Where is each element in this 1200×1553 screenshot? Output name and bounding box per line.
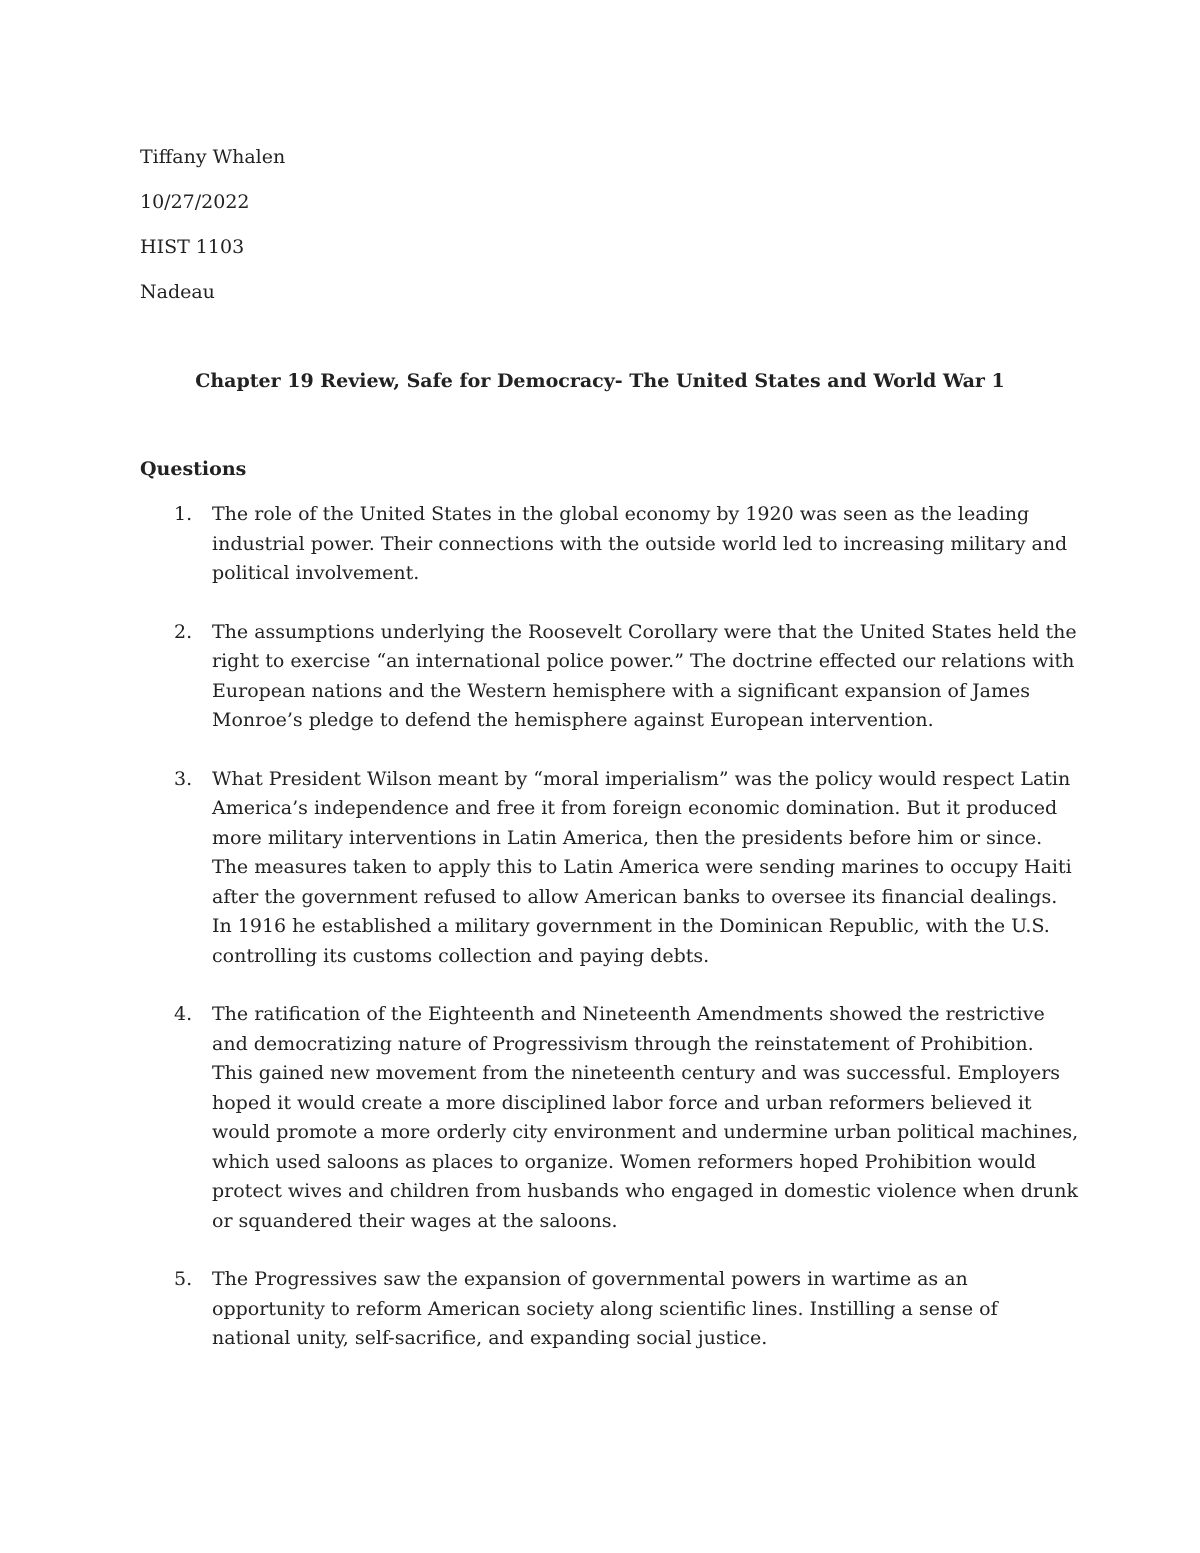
author-name: Tiffany Whalen xyxy=(140,146,286,168)
question-item-5 xyxy=(140,1265,1080,1354)
question-item-3 xyxy=(140,765,1080,972)
question-number: 1. xyxy=(174,503,193,525)
question-number: 5. xyxy=(174,1268,193,1290)
instructor-name: Nadeau xyxy=(140,281,215,303)
header-block xyxy=(140,142,285,322)
question-answer-text: What President Wilson meant by “moral imperialism” was the policy would respect Latin America’s independence and free it from foreign economic domination. But it produced more military interventions in Latin America, then the presidents before him or since. The measures taken to apply this to Latin America were sending marines to occupy Haiti after the government refused to allow American banks to oversee its financial dealings. In 1916 he established a military government in the Dominican Republic, with the U.S. controlling its customs collection and paying debts. xyxy=(212,767,1072,967)
section-heading-questions: Questions xyxy=(140,458,247,480)
question-number: 4. xyxy=(174,1003,193,1025)
course-code: HIST 1103 xyxy=(140,236,245,258)
document-date: 10/27/2022 xyxy=(140,191,250,213)
question-number: 2. xyxy=(174,620,193,643)
question-number: 3. xyxy=(174,767,193,790)
question-item-4 xyxy=(140,1000,1080,1236)
question-item-2 xyxy=(140,618,1080,736)
question-answer-text: The ratification of the Eighteenth and Nineteenth Amendments showed the restrictive and democratizing nature of Progressivism through the reinstatement of Prohibition. This gained new movement from the nineteenth century and was successful. Employers hoped it would create a more disciplined labor force and urban reformers believed it would promote a more orderly city environment and undermine urban political machines, which used saloons as places to organize. Women reformers hoped Prohibition would protect wives and children from husbands who engaged in domestic violence when drunk or squandered their wages at the saloons. xyxy=(212,1003,1079,1232)
document-title: Chapter 19 Review, Safe for Democracy- The United States and World War 1 xyxy=(195,370,1005,392)
question-answer-text: The role of the United States in the global economy by 1920 was seen as the leading industrial power. Their connections with the outside world led to increasing military and political involvement. xyxy=(212,503,1068,584)
question-answer-text: The assumptions underlying the Roosevelt Corollary were that the United States held the right to exercise “an international police power.” The doctrine effected our relations with European nations and the Western hemisphere with a significant expansion of James Monroe’s pledge to defend the hemisphere against European intervention. xyxy=(212,620,1077,731)
questions-list xyxy=(140,500,1080,1383)
question-item-1 xyxy=(140,500,1080,589)
question-answer-text: The Progressives saw the expansion of governmental powers in wartime as an opportunity to reform American society along scientific lines. Instilling a sense of national unity, self-sacrifice, and expanding social justice. xyxy=(212,1268,998,1349)
